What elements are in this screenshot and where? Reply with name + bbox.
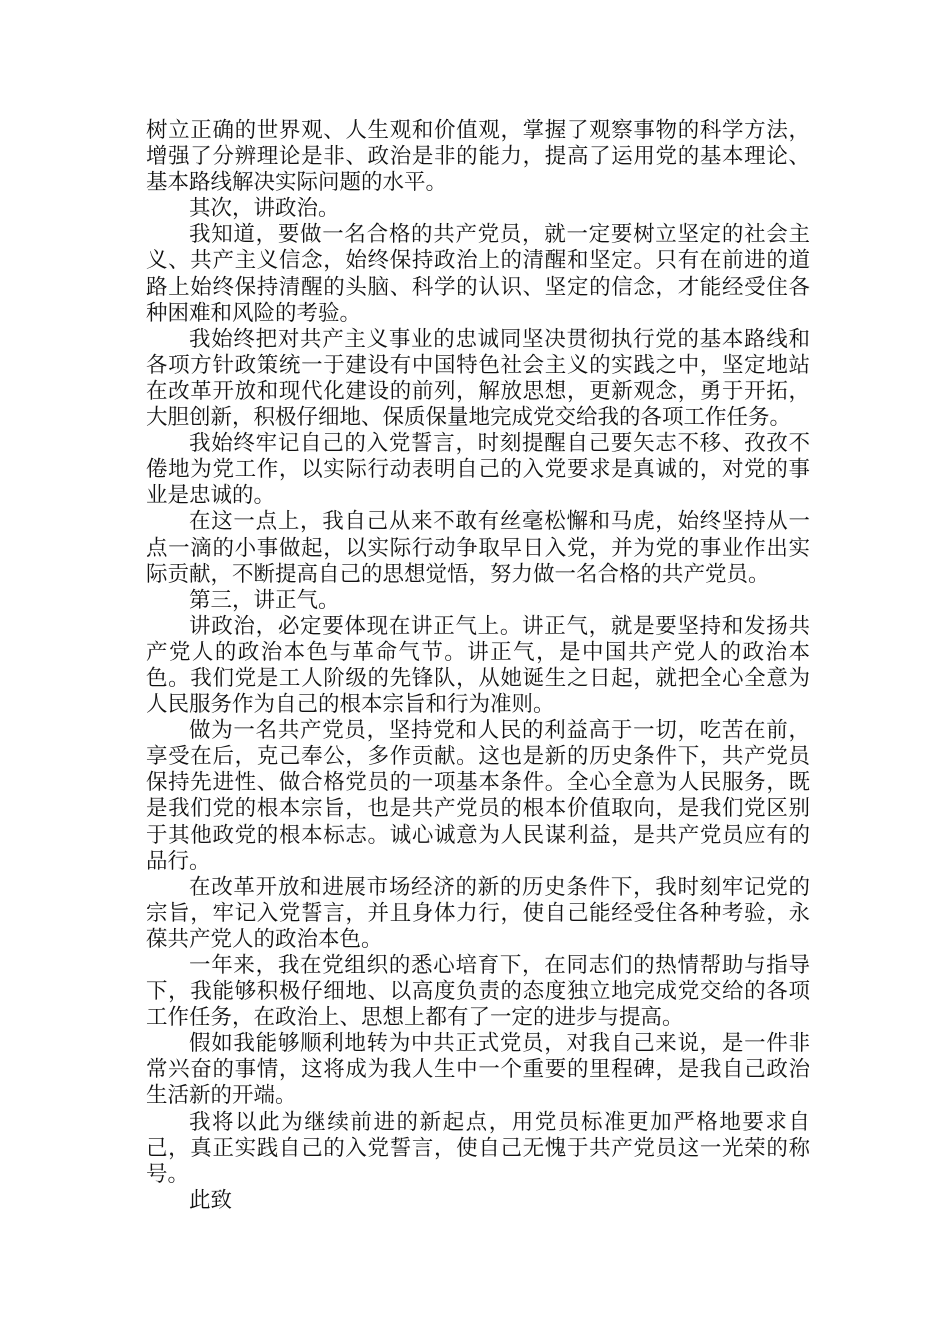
paragraph: 其次，讲政治。 (189, 196, 340, 222)
paragraph: 我始终牢记自己的入党誓言，时刻提醒自己要矢志不移、孜孜不倦地为党工作，以实际行动表明自己的入党要求是真诚的，对党的事业是忠诚的。 (146, 431, 810, 509)
paragraph: 做为一名共产党员，坚持党和人民的利益高于一切，吃苦在前，享受在后，克己奉公，多作贡献。这也是新的历史条件下，共产党员保持先进性、做合格党员的一项基本条件。全心全意为人民服务，既是我们党的根本宗旨，也是共产党员的根本价值取向，是我们党区别于其他政党的根本标志。诚心诚意为人民谋利益，是共产党员应有的品行。 (146, 718, 810, 874)
paragraph: 此致 (189, 1187, 233, 1213)
paragraph: 我始终把对共产主义事业的忠诚同坚决贯彻执行党的基本路线和各项方针政策统一于建设有中国特色社会主义的实践之中，坚定地站在改革开放和现代化建设的前列，解放思想，更新观念，勇于开拓，大胆创新，积极仔细地、保质保量地完成党交给我的各项工作任务。 (146, 326, 810, 431)
paragraph: 假如我能够顺利地转为中共正式党员，对我自己来说，是一件非常兴奋的事情，这将成为我人生中一个重要的里程碑，是我自己政治生活新的开端。 (146, 1031, 810, 1109)
paragraph: 第三，讲正气。 (189, 587, 340, 613)
paragraph: 一年来，我在党组织的悉心培育下，在同志们的热情帮助与指导下，我能够积极仔细地、以高度负责的态度独立地完成党交给的各项工作任务，在政治上、思想上都有了一定的进步与提高。 (146, 953, 810, 1031)
paragraph: 树立正确的世界观、人生观和价值观，掌握了观察事物的科学方法，增强了分辨理论是非、政治是非的能力，提高了运用党的基本理论、基本路线解决实际问题的水平。 (146, 118, 810, 196)
paragraph: 我知道，要做一名合格的共产党员，就一定要树立坚定的社会主义、共产主义信念，始终保持政治上的清醒和坚定。只有在前进的道路上始终保持清醒的头脑、科学的认识、坚定的信念，才能经受住各种困难和风险的考验。 (146, 222, 810, 326)
paragraph: 在这一点上，我自己从来不敢有丝毫松懈和马虎，始终坚持从一点一滴的小事做起，以实际行动争取早日入党，并为党的事业作出实际贡献，不断提高自己的思想觉悟，努力做一名合格的共产党员。 (146, 509, 810, 587)
document-body (146, 118, 810, 1214)
paragraph: 我将以此为继续前进的新起点，用党员标准更加严格地要求自己，真正实践自己的入党誓言，使自己无愧于共产党员这一光荣的称号。 (146, 1109, 810, 1187)
paragraph: 讲政治，必定要体现在讲正气上。讲正气，就是要坚持和发扬共产党人的政治本色与革命气节。讲正气，是中国共产党人的政治本色。我们党是工人阶级的先锋队，从她诞生之日起，就把全心全意为人民服务作为自己的根本宗旨和行为准则。 (146, 613, 810, 718)
paragraph: 在改革开放和进展市场经济的新的历史条件下，我时刻牢记党的宗旨，牢记入党誓言，并且身体力行，使自己能经受住各种考验，永葆共产党人的政治本色。 (146, 874, 810, 952)
